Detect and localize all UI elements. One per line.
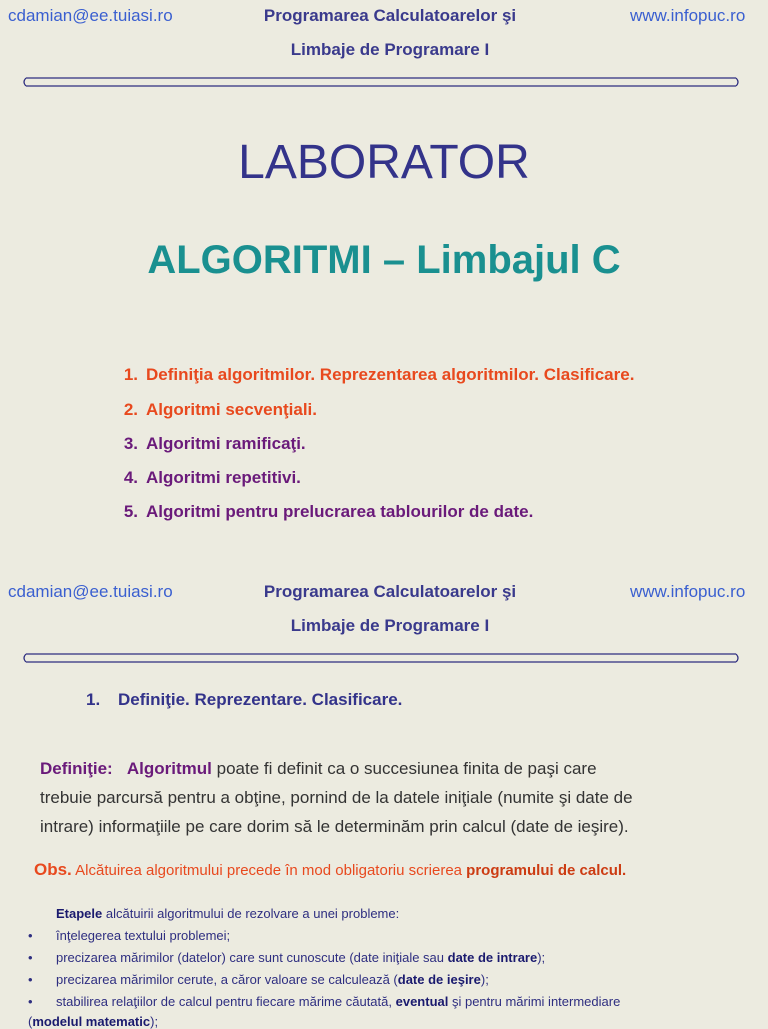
steps-intro-text: alcătuirii algoritmului de rezolvare a unei probleme: xyxy=(102,906,400,921)
header-course-line1: Programarea Calculatoarelor şi xyxy=(263,6,517,25)
step-emphasis: modelul matematic xyxy=(32,1014,151,1029)
section-title: Definiţie. Reprezentare. Clasificare. xyxy=(118,690,403,709)
step-emphasis: date de intrare xyxy=(447,950,538,965)
obs-label: Obs. xyxy=(34,860,72,879)
step-text-end: şi pentru mărimi intermediare xyxy=(448,994,621,1009)
slide-title: LABORATOR xyxy=(238,136,530,189)
scroll-divider xyxy=(22,74,742,90)
toc-item-5 xyxy=(110,502,533,522)
scroll-divider xyxy=(22,650,742,666)
toc-number: 1. xyxy=(123,365,138,384)
toc-number: 5. xyxy=(123,502,138,521)
toc-label: Definiţia algoritmilor. Reprezentarea algoritmilor. Clasificare. xyxy=(146,365,635,384)
bullet-icon: • xyxy=(28,928,33,943)
toc-item-1 xyxy=(110,365,634,385)
toc-label: Algoritmi ramificaţi. xyxy=(146,434,306,453)
definition-line-1 xyxy=(40,759,597,779)
header-website[interactable]: www.infopuc.ro xyxy=(630,582,746,601)
header-course-line1: Programarea Calculatoarelor şi xyxy=(263,582,517,601)
header-course-line2: Limbaje de Programare I xyxy=(290,616,490,635)
header-website[interactable]: www.infopuc.ro xyxy=(630,6,746,25)
section-number: 1. xyxy=(86,690,101,709)
bullet-icon: • xyxy=(28,950,33,965)
toc-number: 4. xyxy=(123,468,138,487)
definition-term: Algoritmul xyxy=(126,759,212,778)
toc-item-2 xyxy=(110,400,317,420)
obs-text: Alcătuirea algoritmului precede în mod obligatoriu scrierea xyxy=(71,862,467,879)
step-bullet-4 xyxy=(28,994,620,1009)
step-emphasis: date de ieşire xyxy=(397,972,481,987)
toc-label: Algoritmi repetitivi. xyxy=(146,468,301,487)
definition-text: poate fi definit ca o succesiunea finita de paşi care xyxy=(211,759,597,778)
definition-label: Definiţie: xyxy=(40,759,113,778)
definition-line-3: intrare) informaţiile pe care dorim să le determinăm prin calcul (date de ieşire). xyxy=(40,817,629,836)
step-text-end: ); xyxy=(537,950,546,965)
step-bullet-3 xyxy=(28,972,489,987)
bullet-icon: • xyxy=(28,972,33,987)
step-text: stabilirea relaţiilor de calcul pentru fiecare mărime căutată, xyxy=(56,994,396,1009)
header-email[interactable]: cdamian@ee.tuiasi.ro xyxy=(8,582,173,601)
step-text-end: ); xyxy=(480,972,489,987)
toc-label: Algoritmi secvenţiali. xyxy=(146,400,317,419)
step-text-end: ); xyxy=(150,1014,159,1029)
step-bullet-2 xyxy=(28,950,545,965)
steps-intro-bold: Etapele xyxy=(56,906,103,921)
toc-number: 3. xyxy=(123,434,138,453)
toc-item-3 xyxy=(110,434,306,454)
step-text: înţelegerea textului problemei; xyxy=(56,928,231,943)
header-email[interactable]: cdamian@ee.tuiasi.ro xyxy=(8,6,173,25)
obs-emphasis: programului de calcul. xyxy=(466,862,627,879)
step-text: precizarea mărimilor (datelor) care sunt cunoscute (date iniţiale sau xyxy=(56,950,448,965)
bullet-icon: • xyxy=(28,994,33,1009)
steps-intro xyxy=(56,906,399,921)
toc-number: 2. xyxy=(123,400,138,419)
section-heading xyxy=(86,690,402,710)
toc-label: Algoritmi pentru prelucrarea tablourilor de date. xyxy=(146,502,534,521)
step-bullet-1 xyxy=(28,928,230,943)
slide-subtitle: ALGORITMI – Limbajul C xyxy=(147,238,621,282)
header-course-line2: Limbaje de Programare I xyxy=(290,40,490,59)
step-bullet-4-continued xyxy=(28,1014,158,1029)
toc-item-4 xyxy=(110,468,301,488)
step-emphasis: eventual xyxy=(395,994,449,1009)
observation-note xyxy=(34,860,626,880)
step-text: ( xyxy=(28,1014,33,1029)
step-text: precizarea mărimilor cerute, a căror valoare se calculează ( xyxy=(56,972,398,987)
definition-line-2: trebuie parcursă pentru a obţine, pornind de la datele iniţiale (numite şi date de xyxy=(40,788,633,807)
